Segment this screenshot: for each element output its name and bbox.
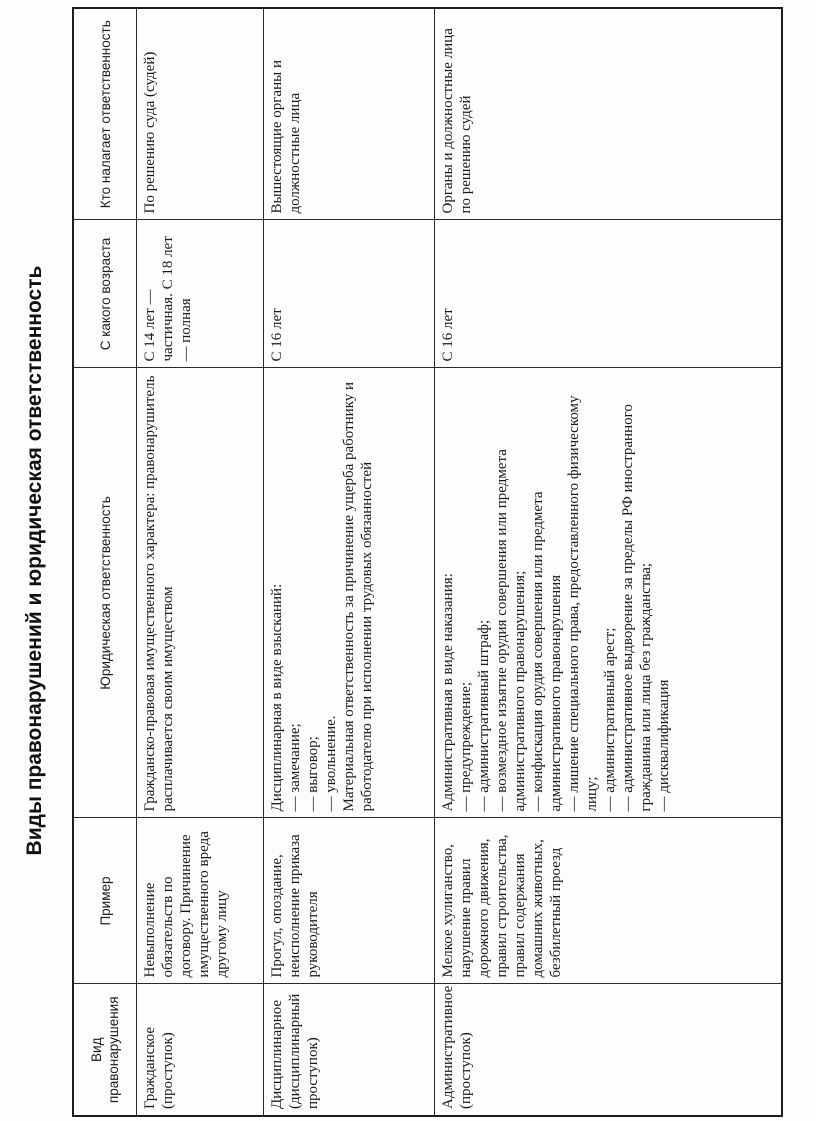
cell-liability: [435, 368, 783, 818]
cell-authority: Вышестоящие органы и должностные лица: [264, 8, 435, 220]
liability-intro: Административная в виде наказания:: [440, 573, 456, 812]
cell-age: С 16 лет: [435, 220, 783, 368]
liability-intro: Гражданско-правовая имущественного характера: правонарушитель расплачивается своим имуществом: [142, 375, 176, 812]
cell-example: Мелкое хулиганство, нарушение правил дорожного движения, правил строительства, правил содержания домашних животных, безбилетный проезд: [435, 818, 783, 984]
cell-offense-type: Дисциплинарное (дисциплинарный проступок): [264, 984, 435, 1116]
table-row: [435, 8, 783, 1116]
header-liability: Юридическая ответственность: [73, 368, 137, 818]
liability-item: — административный штраф;: [476, 619, 492, 812]
liability-extra: Материальная ответственность за причинение ущерба работнику и работодателю при исполнении трудовых обязанностей: [341, 381, 375, 812]
cell-age: С 16 лет: [264, 220, 435, 368]
liability-item: — административный арест;: [602, 627, 618, 812]
header-age: С какого возраста: [73, 220, 137, 368]
table-row: [264, 8, 435, 1116]
cell-liability: [264, 368, 435, 818]
cell-age: С 14 лет — частичная. С 18 лет — полная: [137, 220, 264, 368]
offenses-table: [72, 7, 783, 1117]
liability-item: — административное выдворение за пределы РФ иностранного гражданина или лица без гражданства;: [620, 404, 654, 812]
liability-item: — лишение специального права, предоставленного физическому лицу;: [566, 395, 600, 812]
header-row: [73, 8, 137, 1116]
liability-item: — выговор;: [305, 736, 321, 812]
cell-authority: По решению суда (судей): [137, 8, 264, 220]
liability-item: — дисквалификация: [656, 679, 672, 812]
cell-offense-type: Административное (проступок): [435, 984, 783, 1116]
table-title: Виды правонарушений и юридическая ответственность: [23, 265, 46, 856]
cell-example: Прогул, опоздание, неисполнение приказа руководителя: [264, 818, 435, 984]
cell-example: Невыполнение обязательств по договору. Причинение имущественного вреда другому лицу: [137, 818, 264, 984]
cell-liability: [137, 368, 264, 818]
cell-authority: Органы и должностные лица по решению судей: [435, 8, 783, 220]
header-example: Пример: [73, 818, 137, 984]
liability-item: — предупреждение;: [458, 681, 474, 812]
liability-item: — возмездное изъятие орудия совершения или предмета административного правонарушения;: [494, 449, 528, 812]
liability-item: — замечание;: [287, 723, 303, 812]
liability-item: — конфискация орудия совершения или предмета административного правонарушения: [530, 491, 564, 812]
header-type: Вид правонарушения: [73, 984, 137, 1116]
header-authority: Кто налагает ответственность: [73, 8, 137, 220]
table-row: [137, 8, 264, 1116]
liability-item: — увольнение.: [323, 715, 339, 812]
cell-offense-type: Гражданское (проступок): [137, 984, 264, 1116]
liability-intro: Дисциплинарная в виде взысканий:: [269, 583, 285, 812]
